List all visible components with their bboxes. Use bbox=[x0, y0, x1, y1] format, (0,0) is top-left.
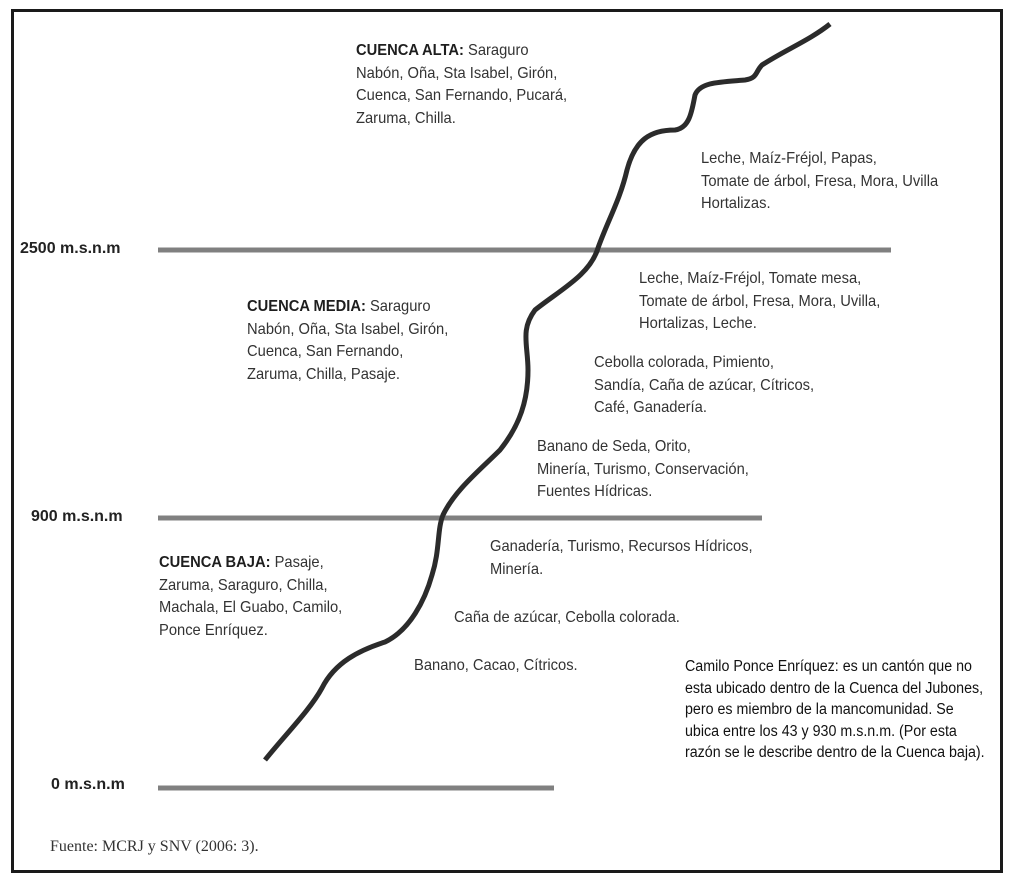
zone-title: CUENCA BAJA: bbox=[159, 554, 271, 571]
zone-text: Nabón, Oña, Sta Isabel, Girón, bbox=[247, 320, 449, 338]
zone-text: Zaruma, Chilla, Pasaje. bbox=[247, 365, 400, 383]
zone-text: Cuenca, San Fernando, Pucará, bbox=[356, 87, 568, 104]
product-line: Caña de azúcar, Cebolla colorada. bbox=[454, 609, 680, 626]
product-line: Cebolla colorada, Pimiento, bbox=[594, 354, 775, 371]
product-line: Hortalizas, Leche. bbox=[639, 315, 757, 332]
product-line: Minería, Turismo, Conservación, bbox=[537, 460, 749, 478]
zone-cuenca-media bbox=[247, 296, 448, 386]
zone-text: Zaruma, Chilla. bbox=[356, 109, 456, 127]
product-line: Café, Ganadería. bbox=[594, 399, 707, 416]
zone-text: Zaruma, Saraguro, Chilla, bbox=[159, 576, 328, 594]
altitude-label-2500: 2500 m.s.n.m bbox=[20, 240, 121, 257]
products-lower-middle bbox=[537, 436, 749, 504]
altitude-label-900: 900 m.s.n.m bbox=[31, 508, 123, 525]
products-low bbox=[454, 607, 680, 630]
zone-text: Pasaje, bbox=[274, 554, 324, 571]
product-line: Sandía, Caña de azúcar, Cítricos, bbox=[594, 376, 815, 394]
camilo-ponce-note bbox=[685, 656, 985, 764]
products-middle bbox=[594, 352, 814, 420]
note-line: esta ubicado dentro de la Cuenca del Jubones, bbox=[685, 679, 984, 697]
products-high-altitude bbox=[701, 148, 938, 216]
product-line: Tomate de árbol, Fresa, Mora, Uvilla, bbox=[639, 292, 881, 310]
zone-text: Machala, El Guabo, Camilo, bbox=[159, 599, 343, 616]
product-line: Minería. bbox=[490, 560, 544, 578]
product-line: Fuentes Hídricas. bbox=[537, 483, 653, 500]
product-line: Leche, Maíz-Fréjol, Tomate mesa, bbox=[639, 270, 862, 287]
altitude-label-0: 0 m.s.n.m bbox=[51, 776, 125, 793]
zone-text: Nabón, Oña, Sta Isabel, Girón, bbox=[356, 64, 558, 82]
zone-cuenca-alta bbox=[356, 40, 567, 130]
product-line: Leche, Maíz-Fréjol, Papas, bbox=[701, 150, 877, 167]
products-upper-middle bbox=[639, 268, 880, 336]
zone-text: Ponce Enríquez. bbox=[159, 621, 268, 639]
zone-text: Cuenca, San Fernando, bbox=[247, 343, 404, 360]
zone-title: CUENCA ALTA: bbox=[356, 42, 464, 59]
products-upper-low bbox=[490, 536, 753, 581]
note-line: Camilo Ponce Enríquez: es un cantón que no bbox=[685, 658, 972, 675]
product-line: Tomate de árbol, Fresa, Mora, Uvilla bbox=[701, 172, 939, 190]
zone-text: Saraguro bbox=[369, 298, 431, 315]
zone-text: Saraguro bbox=[468, 42, 529, 59]
zone-title: CUENCA MEDIA: bbox=[247, 298, 366, 315]
product-line: Banano de Seda, Orito, bbox=[537, 438, 691, 455]
product-line: Ganadería, Turismo, Recursos Hídricos, bbox=[490, 538, 753, 555]
source-caption: Fuente: MCRJ y SNV (2006: 3). bbox=[50, 838, 259, 855]
product-line: Banano, Cacao, Cítricos. bbox=[414, 657, 578, 674]
zone-cuenca-baja bbox=[159, 552, 342, 642]
products-lowest bbox=[414, 655, 578, 678]
note-line: ubica entre los 43 y 930 m.s.n.m. (Por esta bbox=[685, 722, 957, 740]
note-line: pero es miembro de la mancomunidad. Se bbox=[685, 701, 954, 718]
product-line: Hortalizas. bbox=[701, 195, 771, 212]
note-line: razón se le describe dentro de la Cuenca baja). bbox=[685, 744, 985, 761]
